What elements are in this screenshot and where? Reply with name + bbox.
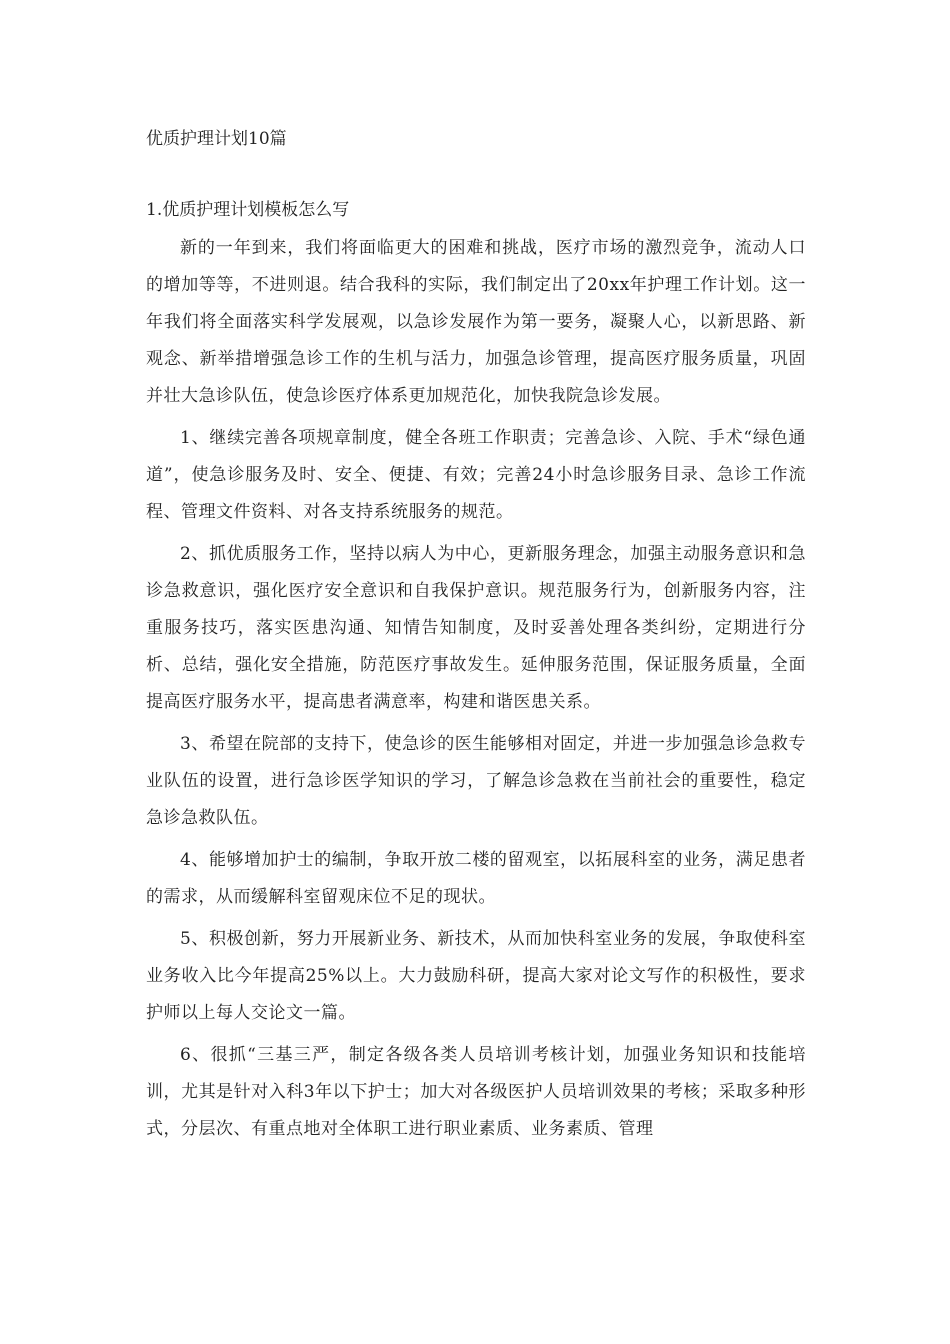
document-body bbox=[146, 230, 806, 1153]
paragraph-item-4: 4、能够增加护士的编制，争取开放二楼的留观室，以拓展科室的业务，满足患者的需求，从而缓解科室留观床位不足的现状。 bbox=[146, 850, 806, 907]
section-heading: 1.优质护理计划模板怎么写 bbox=[146, 200, 350, 220]
paragraph-intro: 新的一年到来，我们将面临更大的困难和挑战，医疗市场的激烈竞争，流动人口的增加等等，不进则退。结合我科的实际，我们制定出了20xx年护理工作计划。这一年我们将全面落实科学发展观，以急诊发展作为第一要务，凝聚人心，以新思路、新观念、新举措增强急诊工作的生机与活力，加强急诊管理，提高医疗服务质量，巩固并壮大急诊队伍，使急诊医疗体系更加规范化，加快我院急诊发展。 bbox=[146, 238, 806, 406]
paragraph-item-3: 3、希望在院部的支持下，使急诊的医生能够相对固定，并进一步加强急诊急救专业队伍的设置，进行急诊医学知识的学习，了解急诊急救在当前社会的重要性，稳定急诊急救队伍。 bbox=[146, 734, 806, 828]
document-title: 优质护理计划10篇 bbox=[146, 129, 287, 149]
paragraph-item-2: 2、抓优质服务工作，坚持以病人为中心，更新服务理念，加强主动服务意识和急诊急救意识，强化医疗安全意识和自我保护意识。规范服务行为，创新服务内容，注重服务技巧，落实医患沟通、知情告知制度，及时妥善处理各类纠纷，定期进行分析、总结，强化安全措施，防范医疗事故发生。延伸服务范围，保证服务质量，全面提高医疗服务水平，提高患者满意率，构建和谐医患关系。 bbox=[146, 544, 806, 712]
paragraph-item-6: 6、很抓“三基三严，制定各级各类人员培训考核计划，加强业务知识和技能培训，尤其是针对入科3年以下护士；加大对各级医护人员培训效果的考核；采取多种形式，分层次、有重点地对全体职工进行职业素质、业务素质、管理 bbox=[146, 1045, 806, 1139]
paragraph-item-5: 5、积极创新，努力开展新业务、新技术，从而加快科室业务的发展，争取使科室业务收入比今年提高25%以上。大力鼓励科研，提高大家对论文写作的积极性，要求护师以上每人交论文一篇。 bbox=[146, 929, 806, 1023]
paragraph-item-1: 1、继续完善各项规章制度，健全各班工作职责；完善急诊、入院、手术“绿色通道”，使急诊服务及时、安全、便捷、有效；完善24小时急诊服务目录、急诊工作流程、管理文件资料、对各支持系统服务的规范。 bbox=[146, 428, 806, 522]
